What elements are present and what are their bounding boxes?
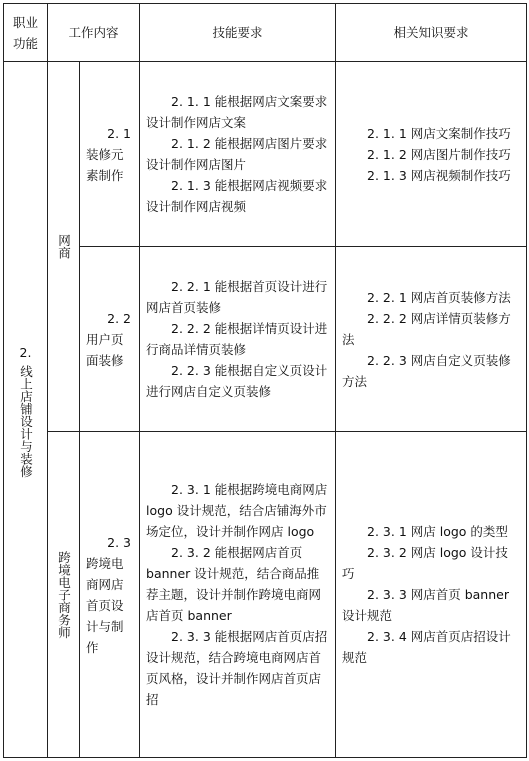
header-skills: 技能要求 bbox=[140, 4, 336, 62]
knowledge-item: 2. 2. 1 网店首页装修方法 bbox=[367, 289, 511, 305]
skill-item: 2. 3. 2 能根据网店首页 banner 设计规范，结合商品推荐主题，设计并制作跨境电商网店首页 banner bbox=[146, 545, 322, 623]
table-row bbox=[4, 432, 527, 758]
table-row bbox=[4, 62, 527, 247]
content-title: 用户页面装修 bbox=[86, 331, 124, 368]
content-number: 2. 1 bbox=[107, 125, 132, 141]
content-title: 跨境电商网店首页设计与制作 bbox=[86, 555, 124, 655]
content-cell bbox=[80, 247, 140, 432]
skill-item: 2. 3. 3 能根据网店首页店招设计规范，结合跨境电商网店首页风格，设计并制作网店首页店招 bbox=[146, 629, 328, 707]
group-cell bbox=[48, 432, 80, 758]
skill-item: 2. 2. 3 能根据自定义页设计进行网店自定义页装修 bbox=[146, 363, 328, 399]
content-cell bbox=[80, 62, 140, 247]
skill-requirements-table bbox=[3, 3, 527, 758]
skill-item: 2. 1. 1 能根据网店文案要求设计制作网店文案 bbox=[146, 94, 328, 130]
role-number: 2. bbox=[19, 344, 32, 360]
content-number: 2. 2 bbox=[107, 310, 132, 326]
skill-item: 2. 2. 2 能根据详情页设计进行商品详情页装修 bbox=[146, 321, 328, 357]
content-cell bbox=[80, 432, 140, 758]
skills-cell bbox=[140, 62, 336, 247]
knowledge-cell bbox=[336, 247, 527, 432]
knowledge-item: 2. 3. 2 网店 logo 设计技巧 bbox=[342, 545, 508, 581]
group-label: 跨境电子商务师 bbox=[56, 550, 72, 639]
skills-cell bbox=[140, 247, 336, 432]
knowledge-item: 2. 2. 3 网店自定义页装修方法 bbox=[342, 352, 511, 389]
knowledge-item: 2. 1. 2 网店图片制作技巧 bbox=[367, 146, 511, 162]
knowledge-cell bbox=[336, 432, 527, 758]
skill-item: 2. 1. 3 能根据网店视频要求设计制作网店视频 bbox=[146, 178, 328, 214]
role-title: 线上店铺设计与装修 bbox=[18, 364, 34, 478]
skill-item: 2. 3. 1 能根据跨境电商网店 logo 设计规范，结合店铺海外市场定位，设计并制作网店 logo bbox=[146, 482, 328, 539]
knowledge-item: 2. 2. 2 网店详情页装修方法 bbox=[342, 310, 511, 347]
header-row bbox=[4, 4, 527, 62]
header-role bbox=[4, 4, 48, 62]
role-cell bbox=[4, 62, 48, 758]
skills-cell bbox=[140, 432, 336, 758]
header-role-label: 职业功能 bbox=[12, 14, 38, 51]
knowledge-item: 2. 1. 1 网店文案制作技巧 bbox=[367, 125, 511, 141]
content-title: 装修元素制作 bbox=[86, 146, 124, 183]
knowledge-cell bbox=[336, 62, 527, 247]
group-cell bbox=[48, 62, 80, 432]
skill-item: 2. 2. 1 能根据首页设计进行网店首页装修 bbox=[146, 279, 328, 315]
header-content: 工作内容 bbox=[48, 4, 140, 62]
knowledge-item: 2. 1. 3 网店视频制作技巧 bbox=[367, 167, 511, 183]
header-knowledge: 相关知识要求 bbox=[336, 4, 527, 62]
group-label: 网商 bbox=[56, 234, 72, 259]
table-row bbox=[4, 247, 527, 432]
knowledge-item: 2. 3. 3 网店首页 banner 设计规范 bbox=[342, 587, 509, 623]
knowledge-item: 2. 3. 4 网店首页店招设计规范 bbox=[342, 629, 511, 665]
content-number: 2. 3 bbox=[107, 534, 132, 550]
knowledge-item: 2. 3. 1 网店 logo 的类型 bbox=[367, 524, 508, 539]
skill-item: 2. 1. 2 能根据网店图片要求设计制作网店图片 bbox=[146, 136, 328, 172]
